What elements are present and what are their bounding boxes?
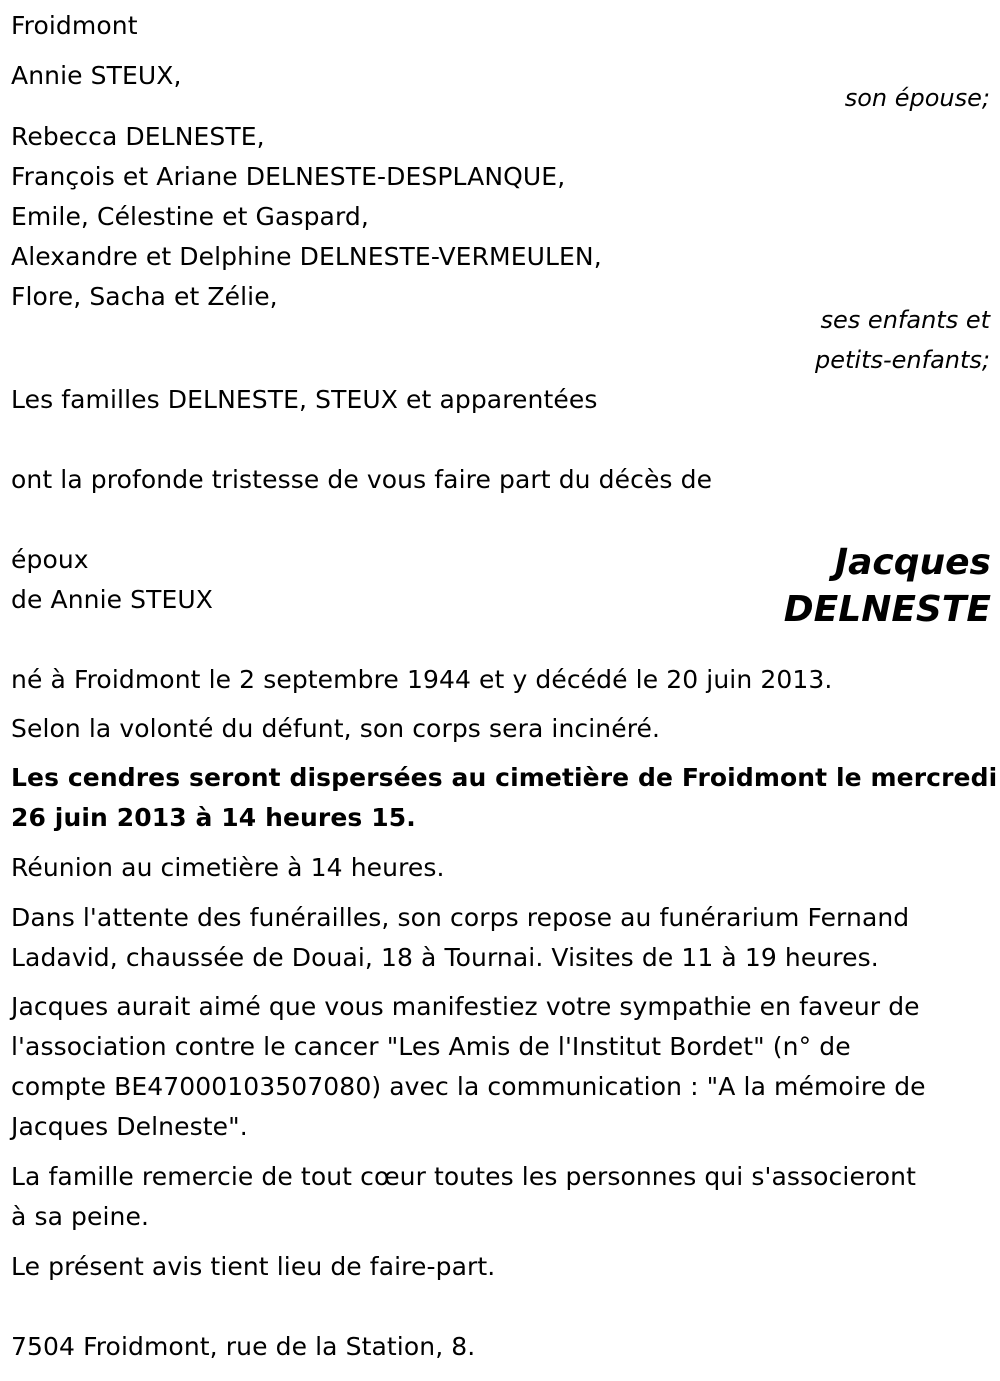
address-line: 7504 Froidmont, rue de la Station, 8.: [11, 1332, 476, 1361]
birth-death-line: né à Froidmont le 2 septembre 1944 et y décédé le 20 juin 2013.: [11, 665, 833, 694]
children-role-line: petits-enfants;: [815, 346, 990, 374]
child-line: Alexandre et Delphine DELNESTE-VERMEULEN,: [11, 242, 602, 271]
children-role-line: ses enfants et: [820, 306, 990, 334]
ceremony-line: 26 juin 2013 à 14 heures 15.: [11, 803, 416, 832]
spouse-role: son épouse;: [844, 84, 990, 112]
funerarium-line: Ladavid, chaussée de Douai, 18 à Tournai. Visites de 11 à 19 heures.: [11, 943, 879, 972]
funerarium-line: Dans l'attente des funérailles, son corps repose au funérarium Fernand: [11, 903, 910, 932]
thanks-line: à sa peine.: [11, 1202, 150, 1231]
spouse-name: Annie STEUX,: [11, 61, 182, 90]
child-line: Emile, Célestine et Gaspard,: [11, 202, 369, 231]
relation-line: époux: [11, 545, 89, 574]
location-header: Froidmont: [11, 11, 138, 40]
relation-line: de Annie STEUX: [11, 585, 214, 614]
incineration-line: Selon la volonté du défunt, son corps sera incinéré.: [11, 714, 661, 743]
announcement-line: ont la profonde tristesse de vous faire part du décès de: [11, 465, 713, 494]
child-line: François et Ariane DELNESTE-DESPLANQUE,: [11, 162, 566, 191]
notice-line: Le présent avis tient lieu de faire-part.: [11, 1252, 496, 1281]
families-line: Les familles DELNESTE, STEUX et apparentées: [11, 385, 598, 414]
meeting-line: Réunion au cimetière à 14 heures.: [11, 853, 445, 882]
donation-line: Jacques Delneste".: [11, 1112, 248, 1141]
deceased-first-name: Jacques: [834, 542, 991, 583]
ceremony-line: Les cendres seront dispersées au cimetière de Froidmont le mercredi: [11, 763, 998, 792]
child-line: Flore, Sacha et Zélie,: [11, 282, 278, 311]
thanks-line: La famille remercie de tout cœur toutes les personnes qui s'associeront: [11, 1162, 916, 1191]
child-line: Rebecca DELNESTE,: [11, 122, 265, 151]
deceased-last-name: DELNESTE: [783, 589, 991, 630]
donation-line: compte BE47000103507080) avec la communication : "A la mémoire de: [11, 1072, 926, 1101]
donation-line: Jacques aurait aimé que vous manifestiez votre sympathie en faveur de: [11, 992, 920, 1021]
donation-line: l'association contre le cancer "Les Amis de l'Institut Bordet" (n° de: [11, 1032, 851, 1061]
